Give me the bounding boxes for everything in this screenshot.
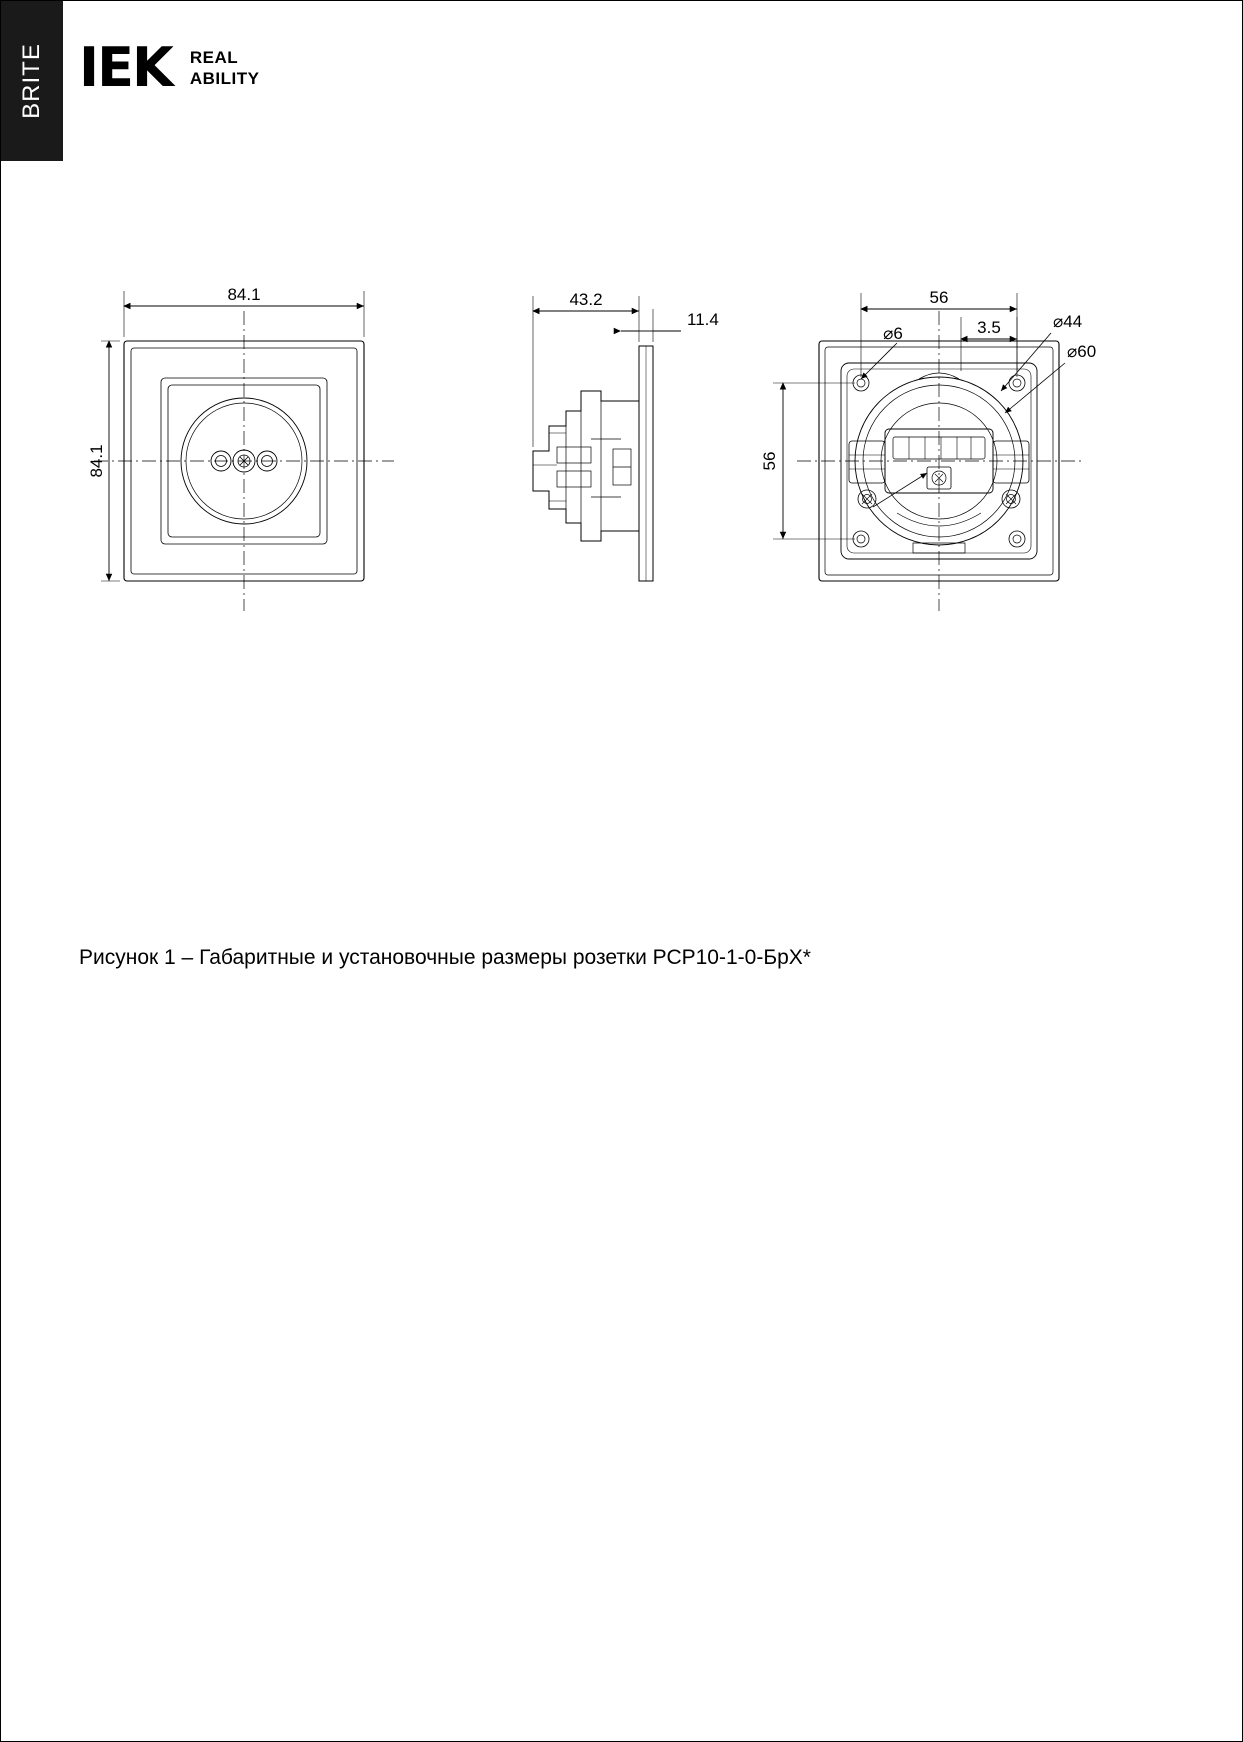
logo-word-line2: ABILITY [189,69,260,88]
logo-mark: IEK [79,36,172,99]
dim-rear-offset: 3.5 [977,318,1001,337]
front-view-group [94,291,394,611]
drawing-canvas [61,251,1181,651]
brand-tab [1,1,63,161]
dim-hole-large: ⌀60 [1067,342,1097,361]
dim-front-height: 84.1 [87,444,106,478]
rear-view-group [773,293,1081,611]
logo-wordmark [190,47,260,90]
dim-rear-width: 56 [929,288,949,307]
logo-word-line1: REAL [189,47,239,67]
dim-rear-height: 56 [760,451,779,471]
logo [79,36,260,99]
dim-front-width: 84.1 [227,285,261,304]
dim-side-thickness: 11.4 [687,310,719,329]
technical-drawing [61,251,1181,651]
dim-hole-medium: ⌀44 [1053,312,1083,331]
dim-hole-small: ⌀6 [883,324,903,343]
side-view-group [533,296,681,581]
figure-caption: Рисунок 1 – Габаритные и установочные размеры розетки РСР10-1-0-БрХ* [79,946,811,969]
brand-tab-label: BRITE [18,43,45,119]
dim-side-depth: 43.2 [569,290,603,309]
